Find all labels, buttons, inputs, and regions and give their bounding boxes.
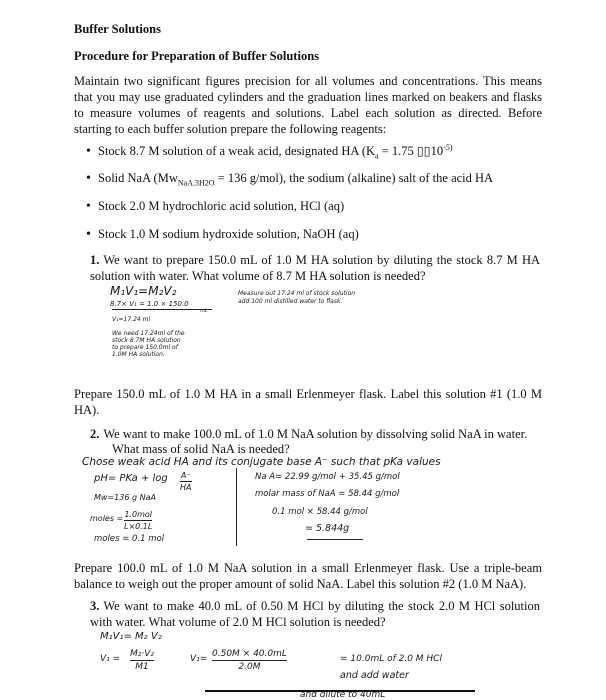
question-1: 1. We want to prepare 150.0 mL of 1.0 M HA solution by diluting the stock 8.7 M HA solution with water. What volume of 8.7 M HA solution is needed? bbox=[90, 253, 540, 283]
q3-hw-v1-label: V₁ = bbox=[100, 654, 121, 664]
q2-hw-naa-calc: Na A= 22.99 g/mol + 35.45 g/mol bbox=[255, 472, 400, 482]
question-3: 3. We want to make 40.0 mL of 0.50 M HCl by diluting the stock 2.0 M HCl solution with water. What volume of 2.0 M HCl solution is needed? bbox=[90, 599, 540, 629]
q3-hw-result: = 10.0mL of 2.0 M HCl bbox=[340, 654, 442, 664]
reagent-naa: • Solid NaA ($Mw_{NaA.3H2O} = 136$ g/mol), the sodium (alkaline) salt of the acid HA bbox=[86, 171, 494, 188]
q2-hw-mass-calc: 0.1 mol × 58.44 g/mol bbox=[272, 507, 368, 517]
q2-hw-mass-result: = 5.844g bbox=[305, 523, 350, 534]
bullet-icon: • bbox=[86, 199, 91, 214]
q3-hw-water: and add water bbox=[340, 670, 409, 681]
q1-hw-note: We need 17.24ml of the stock 8.7M HA solution to prepare 150.0ml of 1.0M HA solution. bbox=[112, 330, 185, 358]
q2-hw-ph: pH= PKa + log bbox=[94, 473, 168, 484]
prepare-solution-2: Prepare 100.0 mL of 1.0 M NaA solution in a small Erlenmeyer flask. Use a triple-beam balance to weigh out the proper amount of solid NaA. Label this solution #2 (1.0 M NaA). bbox=[74, 561, 542, 591]
q1-hw-calc-unit: mL bbox=[200, 308, 208, 314]
procedure-heading: Procedure for Preparation of Buffer Solutions bbox=[74, 49, 320, 63]
q3-hw-v1-fraction: M₂·V₂ M1 bbox=[130, 649, 154, 672]
q2-hw-divider bbox=[236, 468, 237, 546]
bullet-icon: • bbox=[86, 227, 91, 242]
q3-hw-calc-label: V₁= bbox=[190, 654, 208, 664]
q2-hw-moles-label: moles = bbox=[90, 514, 124, 523]
q1-hw-measure: Measure out 17.24 ml of stock solution add 100 ml distilled water to flask. bbox=[238, 290, 356, 305]
reagent-naoh: • Stock 1.0 M sodium hydroxide solution, NaOH (aq) bbox=[86, 227, 359, 242]
q1-hw-result: V₁=17.24 ml bbox=[112, 316, 151, 323]
page-title: Buffer Solutions bbox=[74, 22, 161, 36]
q1-hw-divider bbox=[112, 309, 212, 310]
q3-hw-calc-fraction: 0.50M × 40.0mL 2.0M bbox=[212, 649, 287, 672]
q2-hw-ph-fraction: A⁻ HA bbox=[180, 471, 192, 492]
question-2-line2: What mass of solid NaA is needed? bbox=[112, 442, 290, 456]
bullet-icon: • bbox=[86, 144, 91, 160]
q2-hw-underline bbox=[307, 539, 363, 540]
intro-paragraph: Maintain two significant figures precision for all volumes and concentrations. This means that you may use graduated cylinders and the graduation lines marked on beakers and flasks to measure volumes of reagents and solutions. Label each solution as directed. Before starting to each buffer solution prepare the following reagents: bbox=[74, 74, 542, 136]
q2-hw-molar-mass: molar mass of NaA = 58.44 g/mol bbox=[255, 489, 400, 499]
q2-hw-mw: Mw=136 g NaA bbox=[94, 493, 156, 502]
q3-hw-formula: M₁V₁= M₂ V₂ bbox=[100, 631, 162, 642]
reagent-ha: • Stock 8.7 M solution of a weak acid, designated HA ($K_a = 1.75$ $▯▯10^{-5)}$ bbox=[86, 143, 453, 161]
reagent-hcl: • Stock 2.0 M hydrochloric acid solution, HCl (aq) bbox=[86, 199, 345, 214]
question-2: 2. We want to make 100.0 mL of 1.0 M NaA solution by dissolving solid NaA in water. bbox=[90, 427, 528, 441]
q1-hw-formula: M₁V₁=M₂V₂ bbox=[110, 284, 177, 298]
q1-hw-calc: 8.7× V₁ = 1.0 × 150.0 bbox=[110, 300, 189, 308]
q2-hw-line1: Chose weak acid HA and its conjugate base A⁻ such that pKa values bbox=[82, 456, 441, 468]
q2-hw-moles-fraction: 1.0mol L×0.1L bbox=[124, 510, 153, 531]
prepare-solution-1: Prepare 150.0 mL of 1.0 M HA in a small Erlenmeyer flask. Label this solution #1 (1.0 M HA). bbox=[74, 387, 542, 417]
q3-hw-bottom: and dilute to 40mL bbox=[300, 690, 386, 700]
q2-hw-moles-result: moles = 0.1 mol bbox=[94, 534, 165, 544]
bullet-icon: • bbox=[86, 171, 91, 186]
